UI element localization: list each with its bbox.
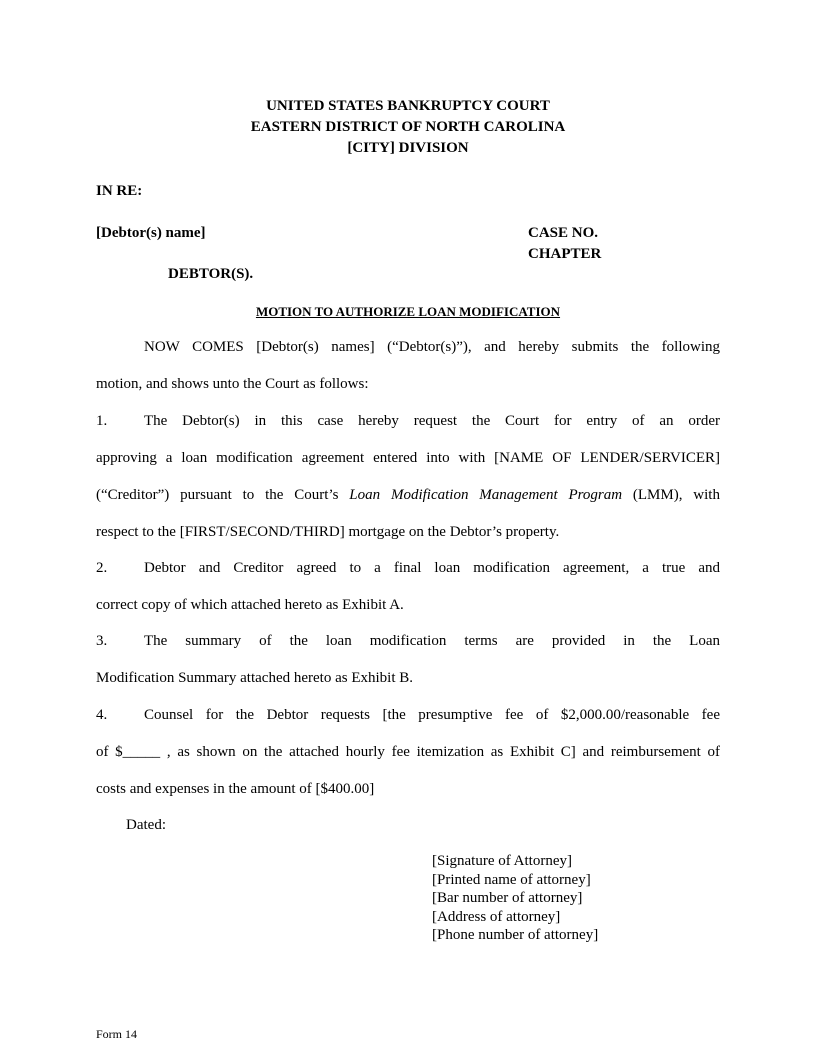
paragraph-number: 3.: [96, 633, 108, 649]
motion-title: MOTION TO AUTHORIZE LOAN MODIFICATION: [255, 304, 561, 319]
numbered-paragraph-1: [96, 403, 720, 551]
paragraph-line: 4. Counsel for the Debtor requests [the presumptive fee of $2,000.00/reasonable fee: [96, 697, 720, 734]
debtor-name-placeholder: [Debtor(s) name]: [96, 225, 206, 241]
case-number-label: CASE NO.: [528, 225, 599, 241]
paragraph-line: (“Creditor”) pursuant to the Court’s Loan Modification Management Program (LMM), with: [96, 487, 720, 503]
paragraph-number: 2.: [96, 560, 108, 576]
signature-block: [432, 852, 598, 945]
paragraph-line: Modification Summary attached hereto as Exhibit B.: [96, 670, 414, 686]
paragraph-line: 1. The Debtor(s) in this case hereby request the Court for entry of an order: [96, 403, 720, 440]
numbered-paragraph-2: [96, 550, 720, 624]
paragraph-line: respect to the [FIRST/SECOND/THIRD] mortgage on the Debtor’s property.: [96, 524, 560, 540]
numbered-paragraph-4: [96, 697, 720, 808]
paragraph-number: 1.: [96, 413, 108, 429]
district-name: EASTERN DISTRICT OF NORTH CAROLINA: [250, 119, 566, 135]
paragraph-line: approving a loan modification agreement entered into with [NAME OF LENDER/SERVICER]: [96, 450, 720, 466]
intro-line: NOW COMES [Debtor(s) names] (“Debtor(s)”), and hereby submits the following: [144, 339, 720, 355]
program-name-italic: Loan Modification Management Program: [349, 487, 623, 503]
paragraph-line: of $_____ , as shown on the attached hourly fee itemization as Exhibit C] and reimbursement of: [96, 744, 720, 760]
intro-line: motion, and shows unto the Court as follows:: [96, 376, 369, 392]
paragraph-line: 2. Debtor and Creditor agreed to a final loan modification agreement, a true and: [96, 550, 720, 587]
paragraph-line: correct copy of which attached hereto as Exhibit A.: [96, 597, 404, 613]
chapter-label: CHAPTER: [528, 246, 602, 262]
dated-label: Dated:: [126, 817, 166, 833]
division-name: [CITY] DIVISION: [347, 140, 469, 156]
in-re-label: IN RE:: [96, 183, 143, 199]
court-name: UNITED STATES BANKRUPTCY COURT: [266, 98, 550, 114]
paragraph-number: 4.: [96, 707, 108, 723]
printed-name-line: [Printed name of attorney]: [432, 871, 591, 888]
phone-number-line: [Phone number of attorney]: [432, 927, 599, 943]
form-number: Form 14: [96, 1027, 138, 1041]
intro-paragraph: [96, 329, 720, 403]
numbered-paragraph-3: [96, 623, 720, 697]
signature-line: [Signature of Attorney]: [432, 853, 572, 869]
debtors-label: DEBTOR(S).: [168, 266, 254, 282]
paragraph-line: 3. The summary of the loan modification terms are provided in the Loan: [96, 623, 720, 660]
address-line: [Address of attorney]: [432, 908, 561, 925]
paragraph-line: costs and expenses in the amount of [$400.00]: [96, 781, 375, 797]
bar-number-line: [Bar number of attorney]: [432, 890, 583, 906]
